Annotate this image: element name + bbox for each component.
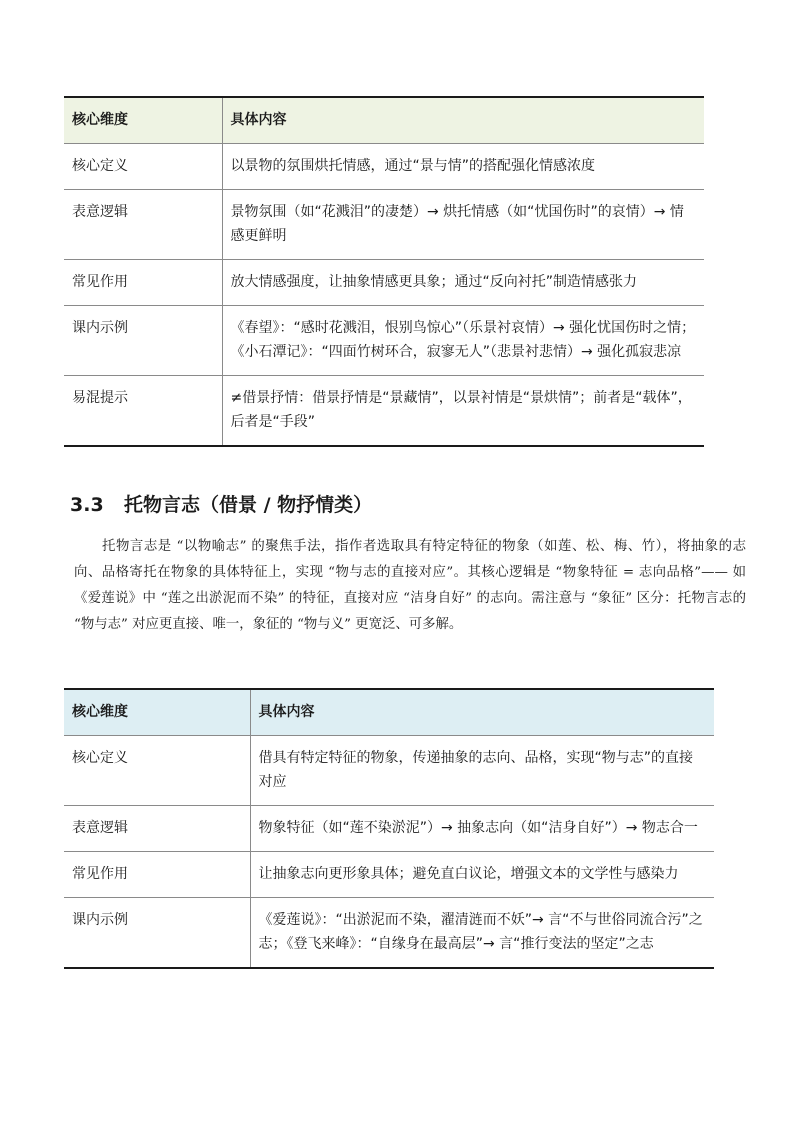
section-heading [70, 490, 372, 520]
row-content: ≠借景抒情：借景抒情是“景藏情”，以景衬情是“景烘情”；前者是“载体”，后者是“手段” [222, 375, 704, 446]
row-label: 表意逻辑 [64, 189, 222, 259]
row-label: 常见作用 [64, 259, 222, 305]
row-content: 《爱莲说》：“出淤泥而不染，濯清涟而不妖”→ 言“不与世俗同流合污”之志；《登飞来峰》：“自缘身在最高层”→ 言“推行变法的坚定”之志 [250, 897, 714, 968]
column-header-content: 具体内容 [222, 97, 704, 143]
table-header-row [64, 689, 714, 735]
row-content: 物象特征（如“莲不染淤泥”）→ 抽象志向（如“洁身自好”）→ 物志合一 [250, 805, 714, 851]
table-row [64, 897, 714, 968]
table-visual-contrast [64, 96, 704, 447]
column-header-dimension: 核心维度 [64, 97, 222, 143]
table-row [64, 259, 704, 305]
table-row [64, 143, 704, 189]
row-label: 课内示例 [64, 897, 250, 968]
section-number: 3.3 [70, 494, 104, 516]
row-label: 易混提示 [64, 375, 222, 446]
row-label: 课内示例 [64, 305, 222, 375]
table-row [64, 189, 704, 259]
table-row [64, 805, 714, 851]
row-label: 核心定义 [64, 735, 250, 805]
row-content: 《春望》：“感时花溅泪，恨别鸟惊心”（乐景衬哀情）→ 强化忧国伤时之情；《小石潭记》：“四面竹树环合，寂寥无人”（悲景衬悲情）→ 强化孤寂悲凉 [222, 305, 704, 375]
section-title: 托物言志（借景 / 物抒情类） [124, 494, 373, 516]
row-content: 景物氛围（如“花溅泪”的凄楚）→ 烘托情感（如“忧国伤时”的哀情）→ 情感更鲜明 [222, 189, 704, 259]
row-content: 让抽象志向更形象具体；避免直白议论，增强文本的文学性与感染力 [250, 851, 714, 897]
table-row [64, 851, 714, 897]
section-paragraph: 托物言志是 “以物喻志” 的聚焦手法，指作者选取具有特定特征的物象（如莲、松、梅、竹），将抽象的志向、品格寄托在物象的具体特征上，实现 “物与志的直接对应”。其核心逻辑是 “物象特征 = 志向品格”—— 如《爱莲说》中 “莲之出淤泥而不染” 的特征，直接对应 “洁身自好” 的志向。需注意与 “象征” 区分：托物言志的 “物与志” 对应更直接、唯一，象征的 “物与义” 更宽泛、可多解。 [74, 539, 746, 632]
table-object-aspiration [64, 688, 714, 969]
table-row [64, 305, 704, 375]
column-header-content: 具体内容 [250, 689, 714, 735]
table-row [64, 735, 714, 805]
row-label: 常见作用 [64, 851, 250, 897]
row-label: 表意逻辑 [64, 805, 250, 851]
column-header-dimension: 核心维度 [64, 689, 250, 735]
row-content: 放大情感强度，让抽象情感更具象；通过“反向衬托”制造情感张力 [222, 259, 704, 305]
table-row [64, 375, 704, 446]
table-header-row [64, 97, 704, 143]
row-content: 借具有特定特征的物象，传递抽象的志向、品格，实现“物与志”的直接对应 [258, 749, 694, 790]
row-label: 核心定义 [64, 143, 222, 189]
row-content: 以景物的氛围烘托情感，通过“景与情”的搭配强化情感浓度 [230, 157, 596, 174]
